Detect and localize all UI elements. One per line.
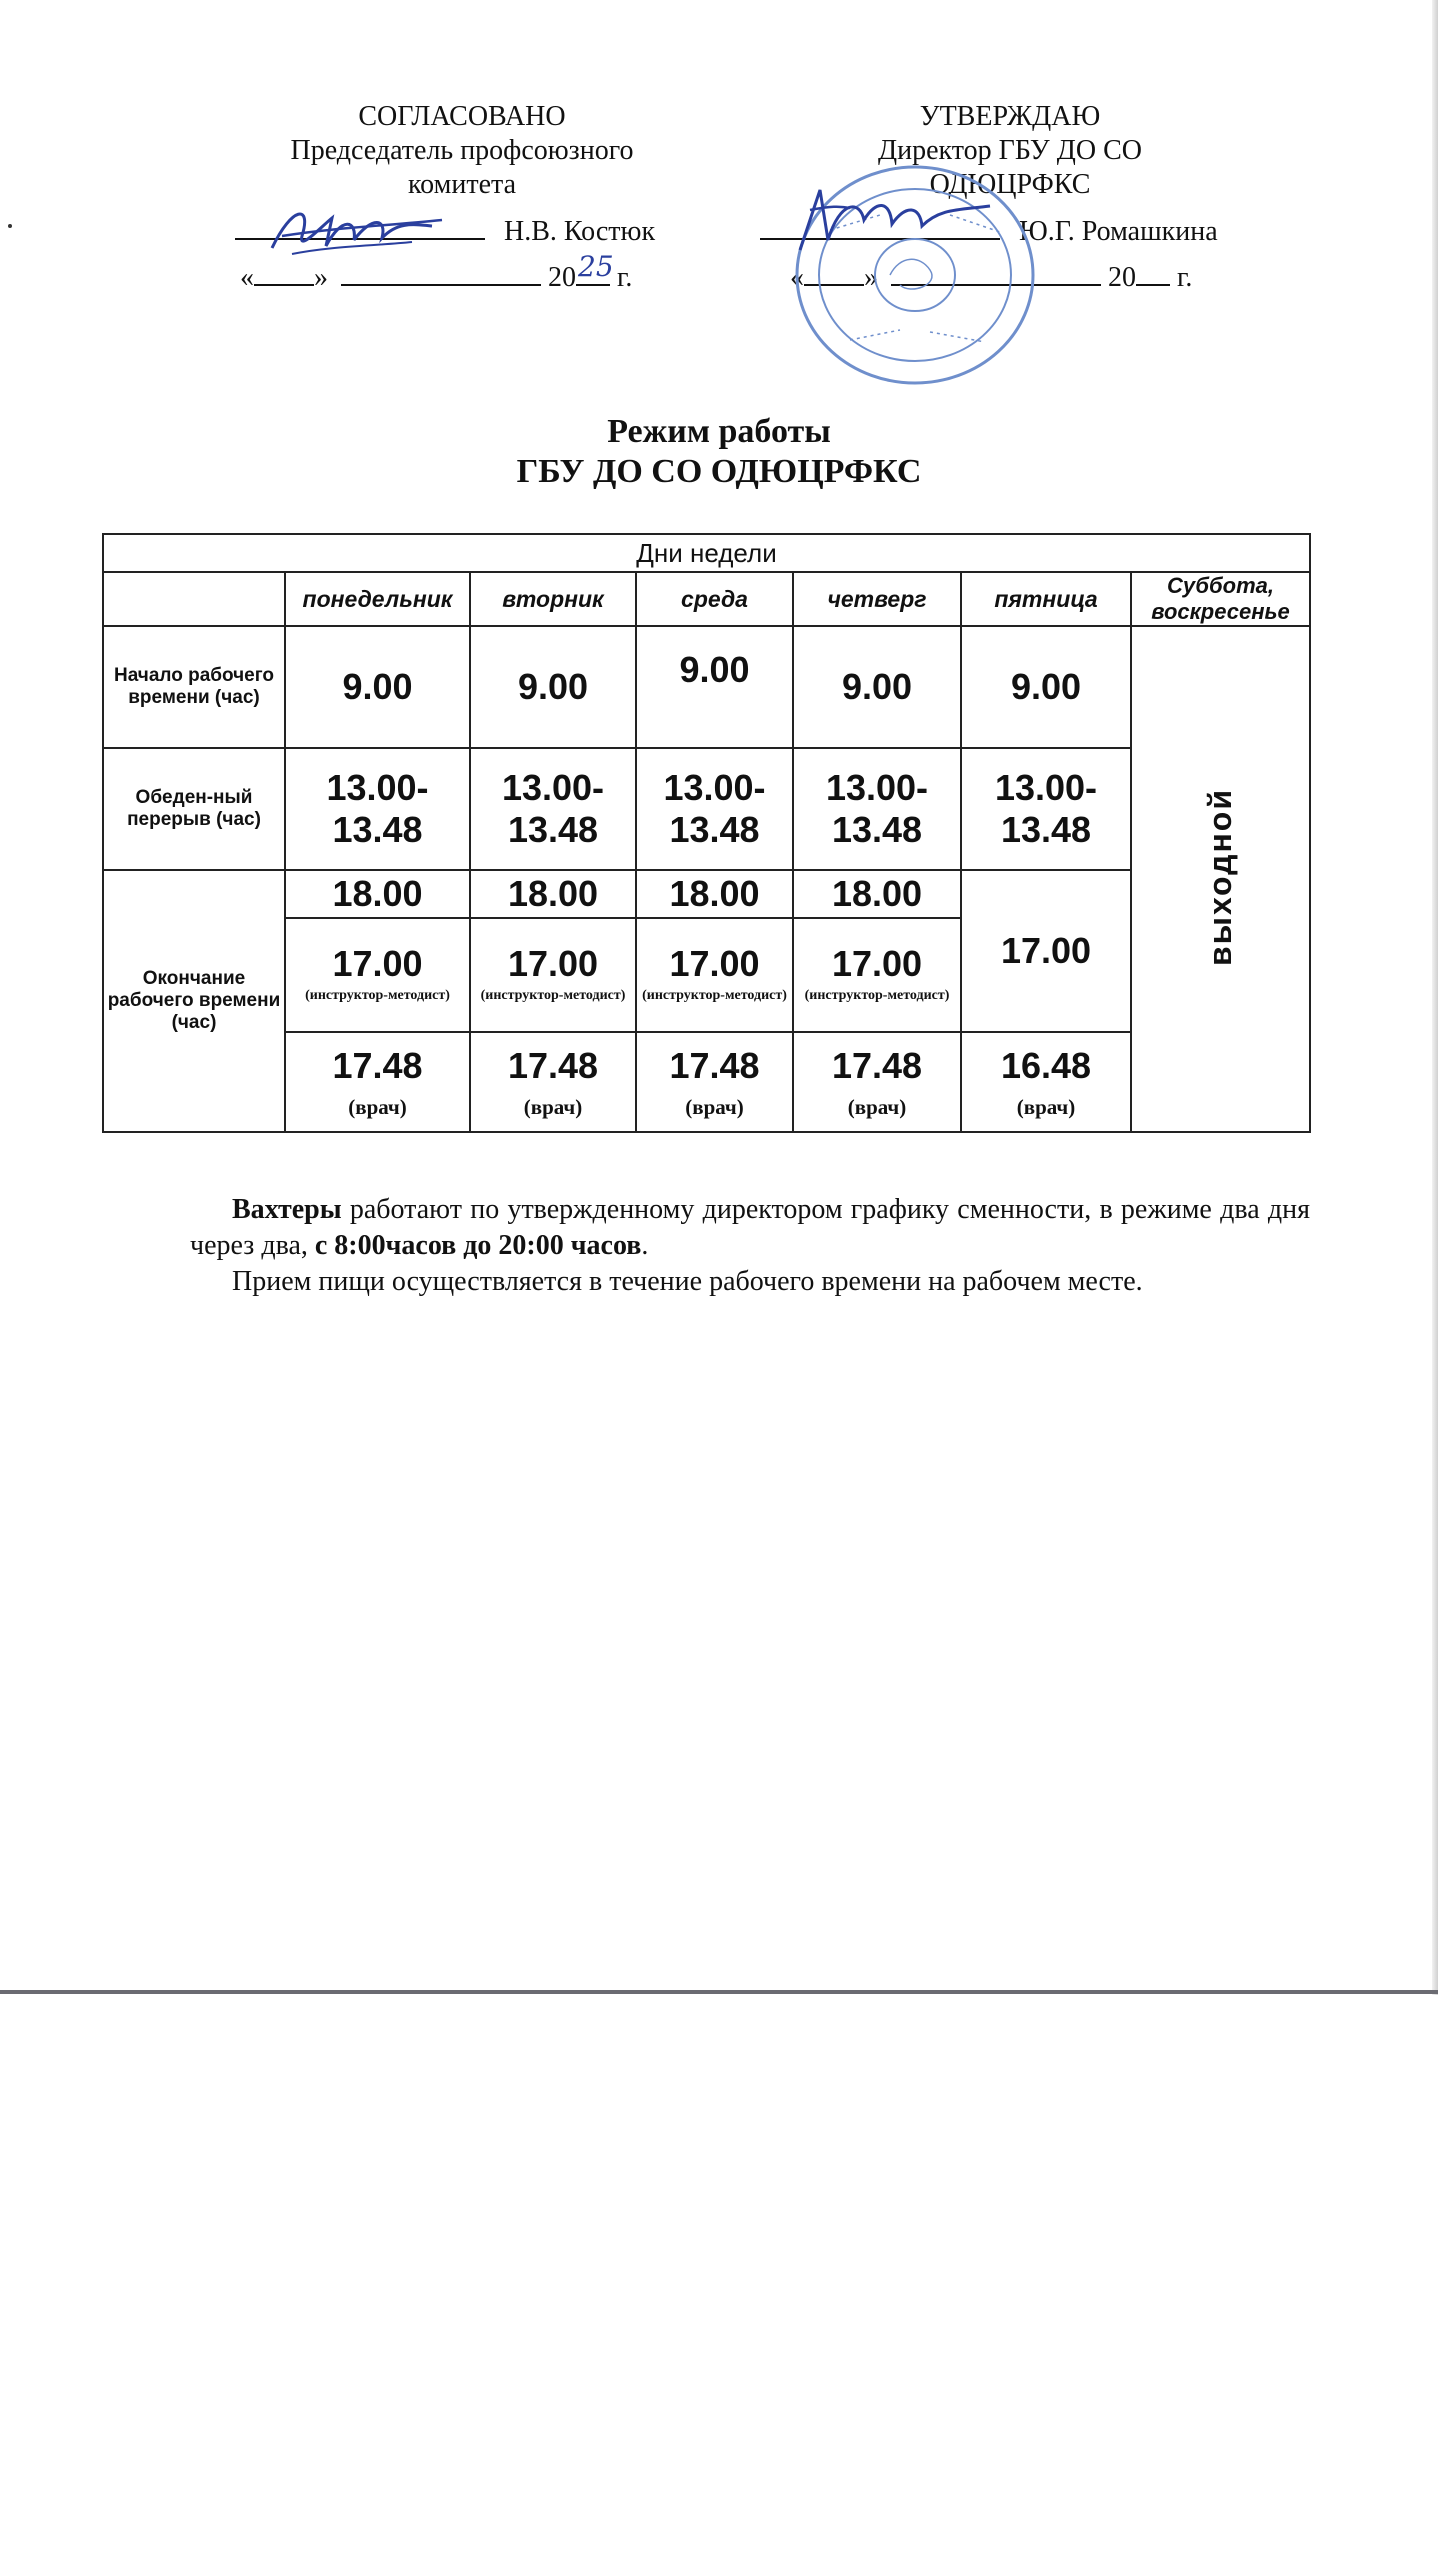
approval-right-role-2: ОДЮЦРФКС [929,169,1091,200]
doctor-end-time: 16.48 [1000,1044,1092,1086]
guards-hours: с 8:00часов до 20:00 часов [314,1230,642,1261]
end-time-cell: 18.00 [470,870,636,918]
day-friday: пятница [961,572,1131,626]
corner-cell [103,572,285,626]
methodist-note: (инструктор-методист) [305,988,450,1003]
methodist-note: (инструктор-методист) [642,988,787,1003]
meals-paragraph: Прием пищи осуществляется в течение рабочего времени на рабочем месте. [232,1266,1143,1297]
doctor-end-cell [961,1032,1131,1132]
year-suffix: г. [610,262,633,293]
row-label-end: Окончание рабочего времени (час) [103,870,285,1132]
end-time-cell: 18.00 [636,870,793,918]
start-time-cell: 9.00 [793,626,961,748]
year-suffix: г. [1170,262,1193,293]
methodist-note: (инструктор-методист) [480,988,626,1003]
guards-text: работают по утвержденному директором графику сменности, в режиме два дня через два, [190,1194,1310,1261]
year-line [576,250,614,286]
end-time-cell: 18.00 [285,870,470,918]
doctor-note: (врач) [348,1094,407,1119]
methodist-end-time: 17.00 [831,943,923,984]
start-time-cell: 9.00 [961,626,1131,748]
handwritten-signature-icon [262,196,452,266]
date-quote-close: » [314,262,328,293]
day-wednesday: среда [636,572,793,626]
lunch-time-cell: 13.00-13.48 [961,748,1131,870]
doctor-end-time: 17.48 [332,1044,423,1086]
doctor-end-cell [636,1032,793,1132]
year-prefix: 20 [1108,262,1136,293]
row-label-start: Начало рабочего времени (час) [103,626,285,748]
methodist-end-time: 17.00 [507,943,599,984]
date-quote-close: » [864,262,878,293]
approval-left-name: Н.В. Костюк [504,216,656,247]
methodist-end-time: 17.00 [332,943,423,984]
document-subtitle: ГБУ ДО СО ОДЮЦРФКС [516,453,922,490]
lunch-time-cell: 13.00-13.48 [470,748,636,870]
doctor-end-cell [285,1032,470,1132]
lunch-time-cell: 13.00-13.48 [636,748,793,870]
doctor-note: (врач) [685,1094,744,1119]
handwritten-signature-icon [780,180,1010,260]
date-quote-open: « [240,262,254,293]
day-tuesday: вторник [470,572,636,626]
document-title: Режим работы [607,413,831,450]
guards-paragraph [190,1192,1310,1264]
doctor-note: (врач) [847,1094,907,1119]
approval-left [232,100,692,202]
start-time-cell: 9.00 [285,626,470,748]
doctor-end-cell [470,1032,636,1132]
doctor-note: (врач) [1016,1094,1076,1119]
doctor-end-cell [793,1032,961,1132]
row-label-lunch: Обеден-ный перерыв (час) [103,748,285,870]
weekend-cell [1131,626,1310,1132]
approval-right-name: Ю.Г. Ромашкина [1019,216,1218,247]
methodist-end-cell [285,918,470,1032]
methodist-note: (инструктор-методист) [804,988,950,1003]
doctor-end-time: 17.48 [669,1044,760,1086]
day-weekend: Суббота, воскресенье [1131,572,1310,626]
day-monday: понедельник [285,572,470,626]
approval-right-role-1: Директор ГБУ ДО СО [878,135,1142,166]
lunch-time-cell: 13.00-13.48 [793,748,961,870]
schedule-table [102,533,1311,1133]
doctor-end-time: 17.48 [507,1044,599,1086]
year-prefix: 20 [548,262,576,293]
day-thursday: четверг [793,572,961,626]
weekend-label: выходной [1202,787,1239,966]
scan-speck [8,224,12,228]
approval-right-heading: УТВЕРЖДАЮ [919,101,1101,132]
lunch-time-cell: 13.00-13.48 [285,748,470,870]
end-time-cell: 18.00 [793,870,961,918]
methodist-end-cell [793,918,961,1032]
scan-edge-bottom [0,1990,1438,1994]
scan-edge-right [1432,0,1438,1995]
doctor-end-time: 17.48 [831,1044,923,1086]
date-quote-open: « [790,262,804,293]
handwritten-year: 25 [578,250,614,283]
guards-label: Вахтеры [232,1194,342,1225]
approval-left-role-2: комитета [407,169,517,200]
approval-left-role-1: Председатель профсоюзного [290,135,634,166]
methodist-end-cell [636,918,793,1032]
guards-end: . [641,1230,649,1261]
methodist-end-cell [470,918,636,1032]
doctor-note: (врач) [523,1094,583,1119]
days-of-week-header: Дни недели [103,534,1310,572]
approval-left-heading: СОГЛАСОВАНО [358,101,566,132]
friday-end-time-cell: 17.00 [961,870,1131,1032]
start-time-cell: 9.00 [470,626,636,748]
start-time-cell: 9.00 [636,626,793,748]
year-line [1136,258,1170,286]
methodist-end-time: 17.00 [669,943,760,984]
